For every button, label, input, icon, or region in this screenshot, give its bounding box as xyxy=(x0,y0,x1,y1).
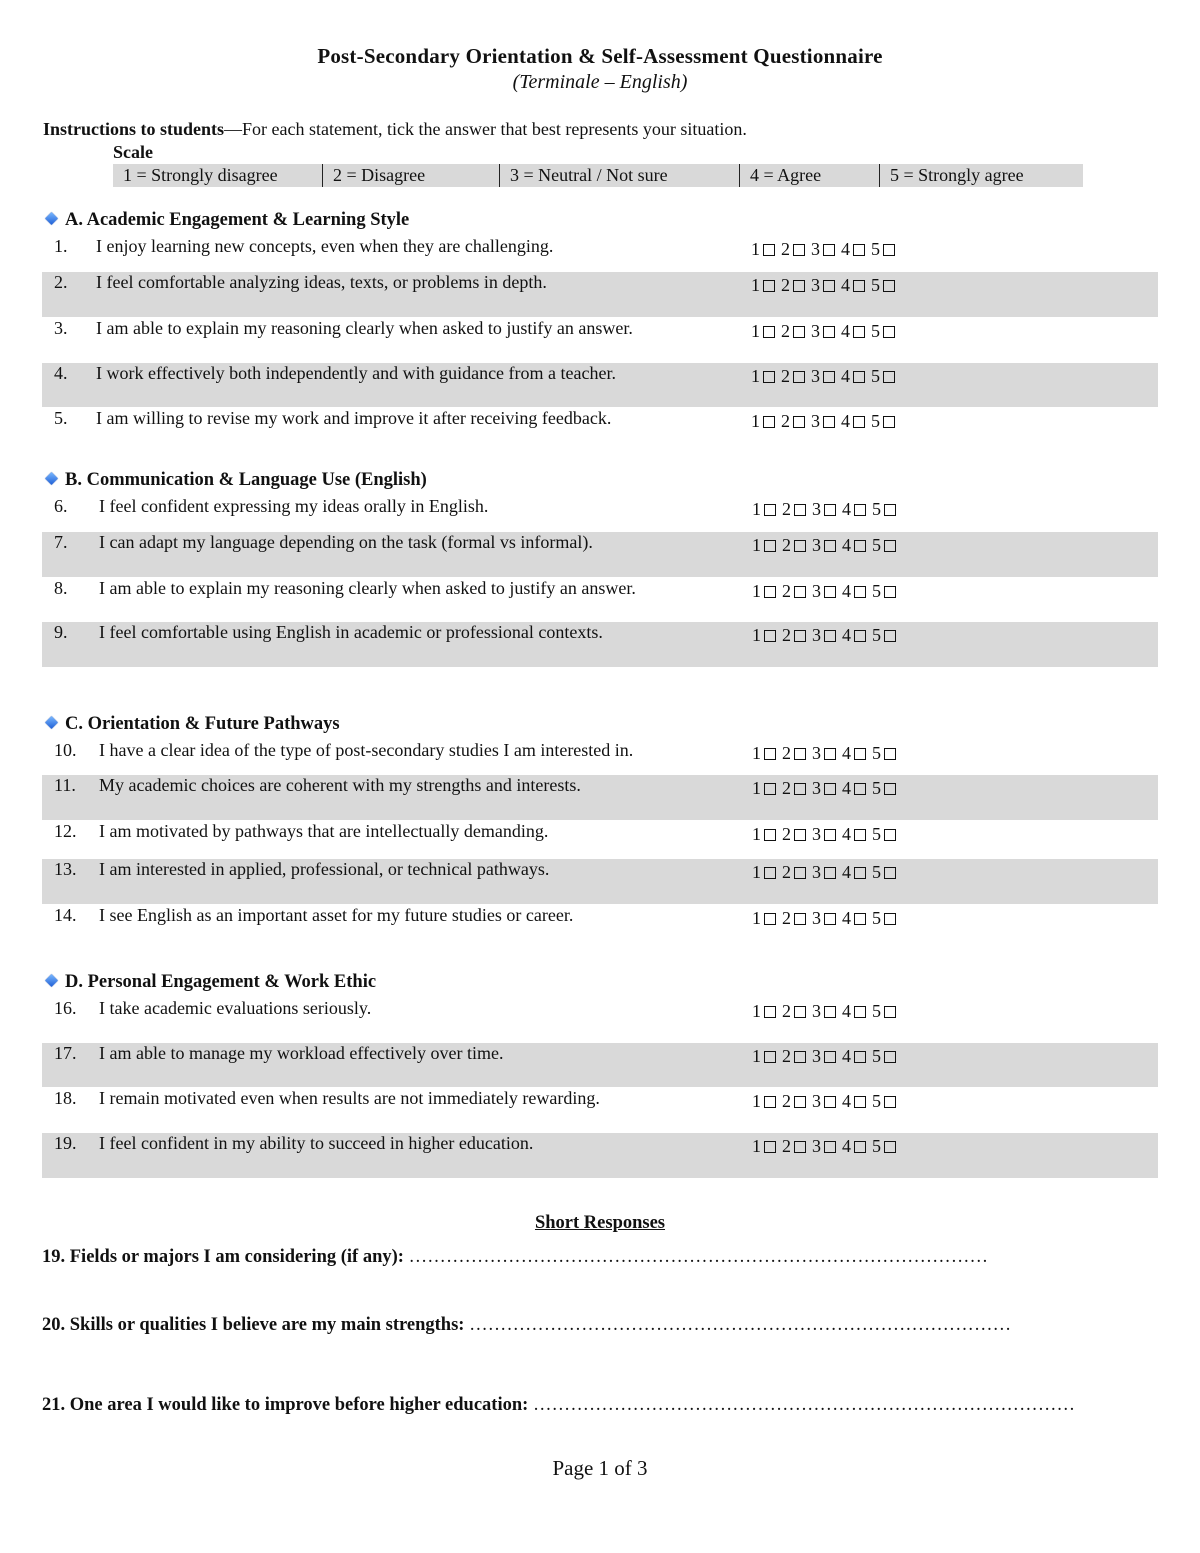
rating-value: 4 xyxy=(842,499,851,519)
rating-value: 4 xyxy=(842,535,851,555)
rating-checkbox[interactable] xyxy=(853,280,865,292)
short-response-label: 19. Fields or majors I am considering (if any): xyxy=(42,1247,404,1267)
rating-value: 2 xyxy=(782,824,791,844)
rating-checkbox[interactable] xyxy=(823,326,835,338)
question-row xyxy=(42,998,1158,1041)
rating-checkbox[interactable] xyxy=(793,371,805,383)
rating-checkbox[interactable] xyxy=(853,244,865,256)
rating-checkbox[interactable] xyxy=(794,586,806,598)
question-number: 3. xyxy=(54,318,68,338)
rating-value: 5 xyxy=(872,1046,881,1066)
rating-checkbox[interactable] xyxy=(793,244,805,256)
question-statement: I am motivated by pathways that are intellectually demanding. xyxy=(99,821,549,841)
rating-options xyxy=(752,499,902,520)
rating-checkbox[interactable] xyxy=(824,1006,836,1018)
rating-options xyxy=(751,239,901,260)
rating-value: 3 xyxy=(811,321,820,341)
rating-value: 2 xyxy=(782,625,791,645)
scale-item-2: 2 = Disagree xyxy=(322,164,425,187)
rating-checkbox[interactable] xyxy=(763,326,775,338)
rating-checkbox[interactable] xyxy=(824,504,836,516)
rating-checkbox[interactable] xyxy=(794,867,806,879)
short-responses-title: Short Responses xyxy=(534,1213,666,1233)
rating-value: 2 xyxy=(782,581,791,601)
rating-value: 1 xyxy=(751,321,760,341)
rating-checkbox[interactable] xyxy=(884,630,896,642)
rating-checkbox[interactable] xyxy=(764,913,776,925)
question-number: 11. xyxy=(54,775,76,795)
rating-checkbox[interactable] xyxy=(763,280,775,292)
question-number: 19. xyxy=(54,1133,77,1153)
rating-value: 1 xyxy=(752,581,761,601)
question-statement: I feel confident in my ability to succeed in higher education. xyxy=(99,1133,534,1153)
rating-value: 4 xyxy=(842,1046,851,1066)
rating-checkbox[interactable] xyxy=(794,630,806,642)
rating-checkbox[interactable] xyxy=(854,1141,866,1153)
rating-checkbox[interactable] xyxy=(854,913,866,925)
rating-checkbox[interactable] xyxy=(884,1006,896,1018)
rating-value: 5 xyxy=(872,862,881,882)
rating-value: 2 xyxy=(782,778,791,798)
rating-checkbox[interactable] xyxy=(824,783,836,795)
short-response-20 xyxy=(42,1315,1011,1336)
rating-checkbox[interactable] xyxy=(854,748,866,760)
rating-value: 1 xyxy=(751,366,760,386)
rating-value: 4 xyxy=(841,366,850,386)
rating-value: 2 xyxy=(782,743,791,763)
rating-checkbox[interactable] xyxy=(853,326,865,338)
rating-value: 2 xyxy=(782,1091,791,1111)
rating-value: 1 xyxy=(752,1046,761,1066)
rating-options xyxy=(752,535,902,556)
rating-value: 1 xyxy=(752,778,761,798)
rating-value: 5 xyxy=(872,1136,881,1156)
rating-checkbox[interactable] xyxy=(824,1096,836,1108)
rating-checkbox[interactable] xyxy=(763,371,775,383)
rating-options xyxy=(751,411,901,432)
rating-checkbox[interactable] xyxy=(794,1141,806,1153)
rating-options xyxy=(752,908,902,929)
rating-value: 2 xyxy=(781,275,790,295)
question-row xyxy=(42,318,1158,362)
rating-value: 4 xyxy=(842,824,851,844)
rating-checkbox[interactable] xyxy=(793,280,805,292)
question-row xyxy=(42,578,1158,621)
page-number: Page 1 of 3 xyxy=(552,1456,648,1480)
question-statement: I work effectively both independently and with guidance from a teacher. xyxy=(96,363,616,383)
rating-value: 1 xyxy=(751,239,760,259)
question-number: 9. xyxy=(54,622,68,642)
question-statement: I am able to manage my workload effectively over time. xyxy=(99,1043,504,1063)
instructions-text: —For each statement, tick the answer that best represents your situation. xyxy=(224,119,747,139)
rating-value: 3 xyxy=(812,908,821,928)
response-line[interactable]: …………………………………………………………………………… xyxy=(469,1315,1012,1335)
rating-value: 5 xyxy=(872,743,881,763)
rating-value: 2 xyxy=(782,1136,791,1156)
rating-checkbox[interactable] xyxy=(854,540,866,552)
question-row xyxy=(42,236,1158,270)
rating-checkbox[interactable] xyxy=(884,504,896,516)
rating-checkbox[interactable] xyxy=(884,540,896,552)
question-number: 17. xyxy=(54,1043,77,1063)
section-header xyxy=(45,470,427,491)
question-statement: I take academic evaluations seriously. xyxy=(99,998,372,1018)
rating-checkbox[interactable] xyxy=(824,1051,836,1063)
rating-options xyxy=(752,1136,902,1157)
rating-value: 5 xyxy=(872,778,881,798)
rating-checkbox[interactable] xyxy=(854,504,866,516)
question-row xyxy=(42,408,1158,448)
rating-value: 3 xyxy=(812,824,821,844)
rating-options xyxy=(752,824,902,845)
rating-checkbox[interactable] xyxy=(794,1051,806,1063)
question-row xyxy=(42,1088,1158,1131)
rating-checkbox[interactable] xyxy=(884,1051,896,1063)
rating-value: 2 xyxy=(782,1046,791,1066)
rating-value: 1 xyxy=(752,625,761,645)
rating-checkbox[interactable] xyxy=(764,1006,776,1018)
rating-checkbox[interactable] xyxy=(763,416,775,428)
page-title: Post-Secondary Orientation & Self-Assessment Questionnaire xyxy=(317,44,883,68)
rating-checkbox[interactable] xyxy=(854,867,866,879)
question-row xyxy=(42,622,1158,667)
rating-checkbox[interactable] xyxy=(794,783,806,795)
question-row xyxy=(42,496,1158,530)
rating-value: 5 xyxy=(872,824,881,844)
scale-item-3: 3 = Neutral / Not sure xyxy=(499,164,668,187)
rating-checkbox[interactable] xyxy=(794,504,806,516)
diamond-bullet-icon xyxy=(45,716,58,729)
question-row xyxy=(42,1043,1158,1087)
rating-checkbox[interactable] xyxy=(764,586,776,598)
rating-value: 3 xyxy=(812,1046,821,1066)
rating-checkbox[interactable] xyxy=(854,1051,866,1063)
section-header xyxy=(45,210,409,231)
rating-value: 3 xyxy=(812,1001,821,1021)
rating-checkbox[interactable] xyxy=(823,244,835,256)
rating-value: 4 xyxy=(842,581,851,601)
rating-value: 3 xyxy=(812,535,821,555)
question-statement: I am interested in applied, professional, or technical pathways. xyxy=(99,859,550,879)
rating-checkbox[interactable] xyxy=(824,829,836,841)
rating-checkbox[interactable] xyxy=(883,244,895,256)
rating-value: 1 xyxy=(752,1136,761,1156)
rating-value: 2 xyxy=(782,499,791,519)
rating-value: 2 xyxy=(782,908,791,928)
rating-value: 3 xyxy=(812,625,821,645)
rating-value: 1 xyxy=(752,1001,761,1021)
section-title: C. Orientation & Future Pathways xyxy=(65,714,340,734)
question-row xyxy=(42,775,1158,820)
rating-value: 4 xyxy=(842,625,851,645)
response-line[interactable]: ………………………………………………………………………………… xyxy=(408,1247,989,1267)
rating-value: 3 xyxy=(812,581,821,601)
rating-checkbox[interactable] xyxy=(764,867,776,879)
rating-checkbox[interactable] xyxy=(884,748,896,760)
rating-value: 4 xyxy=(842,743,851,763)
rating-value: 2 xyxy=(782,862,791,882)
rating-checkbox[interactable] xyxy=(794,829,806,841)
question-row xyxy=(42,272,1158,317)
short-response-label: 21. One area I would like to improve before higher education: xyxy=(42,1395,529,1415)
rating-checkbox[interactable] xyxy=(824,913,836,925)
question-row xyxy=(42,905,1158,945)
rating-value: 5 xyxy=(871,275,880,295)
question-row xyxy=(42,821,1158,858)
rating-value: 2 xyxy=(781,366,790,386)
rating-value: 1 xyxy=(751,275,760,295)
rating-checkbox[interactable] xyxy=(763,244,775,256)
scale-item-5: 5 = Strongly agree xyxy=(879,164,1024,187)
question-statement: I feel comfortable using English in academic or professional contexts. xyxy=(99,622,603,642)
rating-value: 2 xyxy=(781,321,790,341)
diamond-bullet-icon xyxy=(45,974,58,987)
rating-value: 4 xyxy=(841,275,850,295)
page-subtitle: (Terminale – English) xyxy=(512,71,688,93)
scale-label: Scale xyxy=(113,142,153,162)
short-response-21 xyxy=(42,1395,1075,1416)
rating-checkbox[interactable] xyxy=(764,783,776,795)
rating-options xyxy=(752,862,902,883)
response-line[interactable]: …………………………………………………………………………… xyxy=(532,1395,1076,1415)
rating-value: 4 xyxy=(842,778,851,798)
rating-options xyxy=(752,1046,902,1067)
rating-value: 3 xyxy=(812,743,821,763)
rating-value: 5 xyxy=(872,625,881,645)
rating-value: 3 xyxy=(812,1091,821,1111)
rating-value: 3 xyxy=(812,1136,821,1156)
question-statement: I am able to explain my reasoning clearly when asked to justify an answer. xyxy=(99,578,636,598)
question-statement: I see English as an important asset for my future studies or career. xyxy=(99,905,574,925)
rating-value: 3 xyxy=(811,239,820,259)
rating-value: 1 xyxy=(752,499,761,519)
rating-value: 2 xyxy=(782,535,791,555)
rating-value: 5 xyxy=(872,1001,881,1021)
rating-checkbox[interactable] xyxy=(793,416,805,428)
rating-value: 1 xyxy=(752,862,761,882)
rating-checkbox[interactable] xyxy=(854,630,866,642)
rating-value: 1 xyxy=(752,908,761,928)
rating-value: 3 xyxy=(811,366,820,386)
rating-checkbox[interactable] xyxy=(853,371,865,383)
rating-checkbox[interactable] xyxy=(764,829,776,841)
question-number: 5. xyxy=(54,408,68,428)
rating-checkbox[interactable] xyxy=(764,1051,776,1063)
rating-checkbox[interactable] xyxy=(794,540,806,552)
rating-checkbox[interactable] xyxy=(764,540,776,552)
rating-checkbox[interactable] xyxy=(853,416,865,428)
rating-checkbox[interactable] xyxy=(884,913,896,925)
rating-checkbox[interactable] xyxy=(854,829,866,841)
rating-value: 1 xyxy=(751,411,760,431)
question-number: 13. xyxy=(54,859,77,879)
rating-value: 5 xyxy=(871,321,880,341)
rating-options xyxy=(751,275,901,296)
question-statement: I can adapt my language depending on the task (formal vs informal). xyxy=(99,532,593,552)
rating-value: 2 xyxy=(781,239,790,259)
rating-checkbox[interactable] xyxy=(764,504,776,516)
rating-value: 5 xyxy=(871,411,880,431)
question-number: 4. xyxy=(54,363,68,383)
question-statement: I remain motivated even when results are not immediately rewarding. xyxy=(99,1088,600,1108)
rating-options xyxy=(752,625,902,646)
rating-value: 4 xyxy=(842,908,851,928)
rating-value: 4 xyxy=(842,1001,851,1021)
rating-options xyxy=(752,1001,902,1022)
rating-value: 3 xyxy=(812,862,821,882)
question-statement: I am willing to revise my work and improve it after receiving feedback. xyxy=(96,408,612,428)
diamond-bullet-icon xyxy=(45,212,58,225)
question-number: 2. xyxy=(54,272,68,292)
rating-checkbox[interactable] xyxy=(824,630,836,642)
rating-checkbox[interactable] xyxy=(824,748,836,760)
rating-checkbox[interactable] xyxy=(884,829,896,841)
rating-checkbox[interactable] xyxy=(883,326,895,338)
rating-checkbox[interactable] xyxy=(823,416,835,428)
rating-value: 1 xyxy=(752,824,761,844)
rating-value: 4 xyxy=(841,321,850,341)
question-number: 10. xyxy=(54,740,77,760)
question-statement: I feel confident expressing my ideas orally in English. xyxy=(99,496,489,516)
rating-value: 5 xyxy=(871,239,880,259)
rating-checkbox[interactable] xyxy=(793,326,805,338)
section-title: B. Communication & Language Use (English) xyxy=(65,470,427,490)
rating-checkbox[interactable] xyxy=(764,748,776,760)
question-statement: My academic choices are coherent with my strengths and interests. xyxy=(99,775,581,795)
rating-options xyxy=(751,321,901,342)
rating-checkbox[interactable] xyxy=(824,867,836,879)
rating-checkbox[interactable] xyxy=(854,1096,866,1108)
section-header xyxy=(45,714,340,735)
rating-options xyxy=(752,778,902,799)
rating-value: 4 xyxy=(842,1136,851,1156)
rating-value: 5 xyxy=(872,535,881,555)
rating-value: 1 xyxy=(752,743,761,763)
rating-checkbox[interactable] xyxy=(823,371,835,383)
rating-options xyxy=(751,366,901,387)
rating-value: 5 xyxy=(872,908,881,928)
rating-value: 3 xyxy=(811,411,820,431)
rating-value: 4 xyxy=(841,239,850,259)
scale-item-4: 4 = Agree xyxy=(739,164,821,187)
question-row xyxy=(42,532,1158,577)
question-statement: I have a clear idea of the type of post-secondary studies I am interested in. xyxy=(99,740,634,760)
diamond-bullet-icon xyxy=(45,472,58,485)
instructions-label: Instructions to students xyxy=(43,119,225,139)
rating-checkbox[interactable] xyxy=(824,540,836,552)
scale-legend xyxy=(113,164,1083,187)
question-number: 1. xyxy=(54,236,68,256)
rating-checkbox[interactable] xyxy=(824,586,836,598)
question-row xyxy=(42,859,1158,904)
question-number: 8. xyxy=(54,578,68,598)
rating-checkbox[interactable] xyxy=(883,280,895,292)
rating-options xyxy=(752,1091,902,1112)
rating-checkbox[interactable] xyxy=(854,586,866,598)
rating-checkbox[interactable] xyxy=(884,783,896,795)
rating-checkbox[interactable] xyxy=(823,280,835,292)
rating-value: 3 xyxy=(812,778,821,798)
rating-checkbox[interactable] xyxy=(794,913,806,925)
rating-value: 3 xyxy=(812,499,821,519)
rating-checkbox[interactable] xyxy=(884,867,896,879)
rating-value: 1 xyxy=(752,535,761,555)
rating-value: 5 xyxy=(872,1091,881,1111)
question-number: 6. xyxy=(54,496,68,516)
rating-checkbox[interactable] xyxy=(884,1096,896,1108)
rating-value: 3 xyxy=(811,275,820,295)
rating-value: 4 xyxy=(842,1091,851,1111)
rating-checkbox[interactable] xyxy=(794,1096,806,1108)
rating-options xyxy=(752,743,902,764)
rating-value: 4 xyxy=(841,411,850,431)
rating-checkbox[interactable] xyxy=(824,1141,836,1153)
question-number: 18. xyxy=(54,1088,77,1108)
section-title: D. Personal Engagement & Work Ethic xyxy=(65,972,377,992)
instructions xyxy=(43,119,747,140)
short-response-19 xyxy=(42,1247,988,1268)
rating-checkbox[interactable] xyxy=(883,416,895,428)
question-row xyxy=(42,363,1158,407)
rating-value: 2 xyxy=(782,1001,791,1021)
question-row xyxy=(42,740,1158,773)
question-statement: I am able to explain my reasoning clearly when asked to justify an answer. xyxy=(96,318,633,338)
section-header xyxy=(45,972,376,993)
rating-value: 5 xyxy=(872,499,881,519)
rating-checkbox[interactable] xyxy=(794,1006,806,1018)
question-statement: I feel comfortable analyzing ideas, texts, or problems in depth. xyxy=(96,272,547,292)
scale-item-1: 1 = Strongly disagree xyxy=(123,165,278,185)
rating-value: 4 xyxy=(842,862,851,882)
question-row xyxy=(42,1133,1158,1178)
rating-checkbox[interactable] xyxy=(883,371,895,383)
rating-checkbox[interactable] xyxy=(794,748,806,760)
rating-checkbox[interactable] xyxy=(764,1141,776,1153)
question-statement: I enjoy learning new concepts, even when they are challenging. xyxy=(96,236,554,256)
rating-checkbox[interactable] xyxy=(764,1096,776,1108)
short-response-label: 20. Skills or qualities I believe are my main strengths: xyxy=(42,1315,465,1335)
question-number: 12. xyxy=(54,821,77,841)
section-title: A. Academic Engagement & Learning Style xyxy=(65,210,410,230)
rating-value: 5 xyxy=(872,581,881,601)
question-number: 14. xyxy=(54,905,77,925)
rating-checkbox[interactable] xyxy=(884,1141,896,1153)
rating-value: 5 xyxy=(871,366,880,386)
question-number: 7. xyxy=(54,532,68,552)
rating-checkbox[interactable] xyxy=(884,586,896,598)
rating-value: 1 xyxy=(752,1091,761,1111)
rating-options xyxy=(752,581,902,602)
rating-checkbox[interactable] xyxy=(854,783,866,795)
rating-checkbox[interactable] xyxy=(764,630,776,642)
rating-checkbox[interactable] xyxy=(854,1006,866,1018)
question-number: 16. xyxy=(54,998,77,1018)
rating-value: 2 xyxy=(781,411,790,431)
